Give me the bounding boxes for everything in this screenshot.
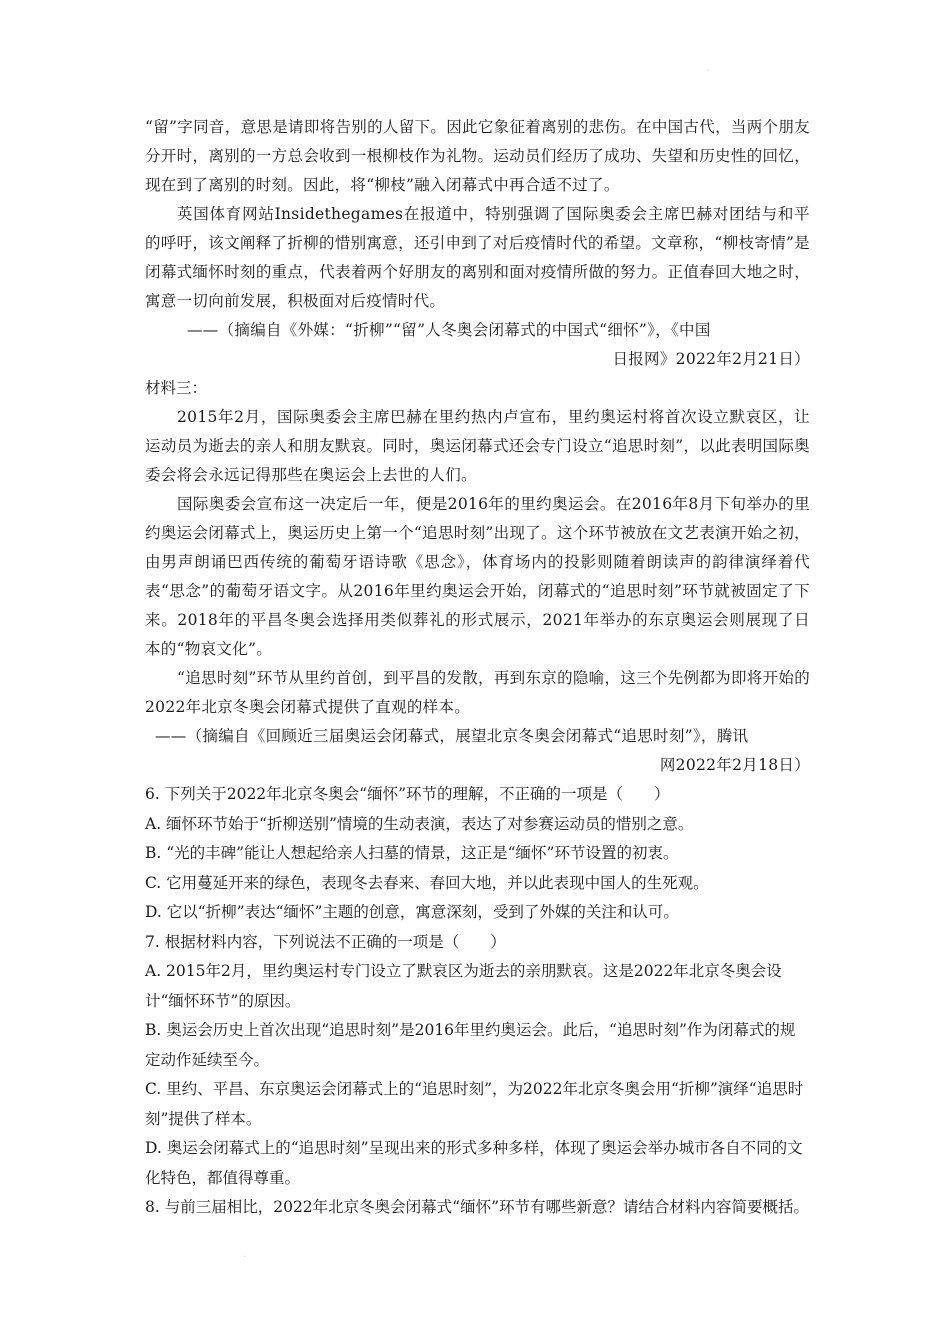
question-6-option-b: B. “光的丰碑”能让人想起给亲人扫墓的情景，这正是“缅怀”环节设置的初衷。 [145,844,679,862]
question-6-option-a: A. 缅怀环节始于“折柳送别”情境的生动表演，表达了对参赛运动员的惜别之意。 [145,814,694,833]
question-7-stem: 7. 根据材料内容，下列说法不正确的一项是（ ） [145,932,506,951]
material3-heading: 材料三： [145,379,208,397]
material3-paragraph-1: 2015年2月，国际奥委会主席巴赫在里约热内卢宣布，里约奥运村将首次设立默哀区，让运动员为逝去的亲人和朋友默哀。同时，奥运闭幕式还会专门设立“追思时刻”，以此表明国际奥委会将会永远记得那些在奥运会上去世的人们。 [145,408,810,484]
question-6 [145,780,810,928]
question-8-stem: 8. 与前三届相比，2022年北京冬奥会闭幕式“缅怀”环节有哪些新意？请结合材料内容简要概括。 [145,1198,810,1216]
question-6-option-d: D. 它以“折柳”表达“缅怀”主题的创意，寓意深刻，受到了外媒的关注和认可。 [145,903,679,921]
material2-paragraph-1: “留”字同音，意思是请即将告别的人留下。因此它象征着离别的悲伤。在中国古代，当两个朋友分开时，离别的一方总会收到一根柳枝作为礼物。运动员们经历了成功、失望和历史性的回忆，现在到了离别的时刻。因此，将“柳枝”融入闭幕式中再合适不过了。 [145,118,810,194]
question-7-option-b: B. 奥运会历史上首次出现“追思时刻”是2016年里约奥运会。此后，“追思时刻”作为闭幕式的规定动作延续至今。 [145,1021,796,1069]
source-citation-3-line2: 网2022年2月18日） [659,756,810,774]
source-citation-3-line1: ——（摘编自《回顾近三届奥运会闭幕式，展望北京冬奥会闭幕式“追思时刻”》，腾讯 [155,727,749,745]
source-citation-2-line1: ——（摘编自《外媒：“折柳”“留”人冬奥会闭幕式的中国式“细怀”》，《中国 [187,321,711,339]
question-6-stem: 6. 下列关于2022年北京冬奥会“缅怀”环节的理解，不正确的一项是（ ） [145,785,670,803]
question-7-option-a: A. 2015年2月，里约奥运村专门设立了默哀区为逝去的亲朋默哀。这是2022年北京冬奥会设计“缅怀环节”的原因。 [145,962,782,1010]
question-6-option-c: C. 它用蔓延开来的绿色，表现冬去春来、春回大地，并以此表现中国人的生死观。 [145,873,709,892]
page-mark: · [243,1252,247,1263]
document-body [145,113,810,1223]
material3-paragraph-2: 国际奥委会宣布这一决定后一年，便是2016年的里约奥运会。在2016年8月下旬举办的里约奥运会闭幕式上，奥运历史上第一个“追思时刻”出现了。这个环节被放在文艺表演开始之初，由男声朗诵巴西传统的葡萄牙语诗歌《思念》，体育场内的投影则随着朗读声的韵律演绎着代表“思念”的葡萄牙语文字。从2016年里约奥运会开始，闭幕式的“追思时刻”环节就被固定了下来。2018年的平昌冬奥会选择用类似葬礼的形式展示，2021年举办的东京奥运会则展现了日本的“物哀文化”。 [145,495,810,658]
question-7-option-c: C. 里约、平昌、东京奥运会闭幕式上的“追思时刻”，为2022年北京冬奥会用“折柳”演绎“追思时刻”提供了样本。 [145,1080,804,1128]
question-7-option-d: D. 奥运会闭幕式上的“追思时刻”呈现出来的形式多种多样，体现了奥运会举办城市各自不同的文化特色，都值得尊重。 [145,1139,803,1187]
source-citation-2-line2: 日报网》2022年2月21日） [612,350,810,368]
page-mark: · [706,66,710,77]
question-8 [145,1193,810,1223]
material3-paragraph-3: “追思时刻”环节从里约首创，到平昌的发散，再到东京的隐喻，这三个先例都为即将开始的2022年北京冬奥会闭幕式提供了直观的样本。 [145,669,810,716]
material2-paragraph-2: 英国体育网站Insidethegames在报道中，特别强调了国际奥委会主席巴赫对团结与和平的呼吁，该文阐释了折柳的惜别寓意，还引申到了对后疫情时代的希望。文章称，“柳枝寄情”是闭幕式缅怀时刻的重点，代表着两个好朋友的离别和面对疫情所做的努力。正值春回大地之时，寓意一切向前发展，积极面对后疫情时代。 [145,205,810,310]
question-7 [145,928,810,1194]
